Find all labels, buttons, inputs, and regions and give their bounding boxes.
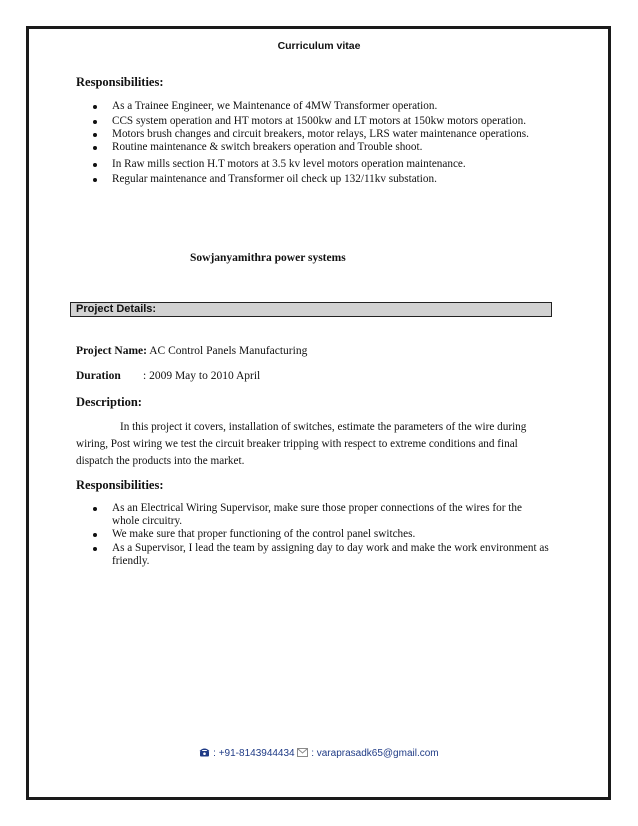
responsibilities-list-2 xyxy=(90,502,580,568)
list-item-line: whole circuitry. xyxy=(112,515,183,527)
responsibilities-heading: Responsibilities: xyxy=(76,75,164,89)
email-address[interactable]: : varaprasadk65@gmail.com xyxy=(311,748,439,760)
project-name-label: Project Name: xyxy=(76,345,147,357)
responsibilities-heading-2: Responsibilities: xyxy=(76,478,164,492)
page-title: Curriculum vitae xyxy=(277,40,361,52)
company-name: Sowjanyamithra power systems xyxy=(190,252,346,264)
description-paragraph xyxy=(76,419,576,470)
list-item xyxy=(90,502,580,528)
list-item: CCS system operation and HT motors at 1500kw and LT motors at 150kw motors operation. xyxy=(90,115,580,128)
list-item-line: friendly. xyxy=(112,555,150,567)
duration-value: : 2009 May to 2010 April xyxy=(143,370,261,382)
responsibilities-list xyxy=(90,100,580,186)
list-item: As a Trainee Engineer, we Maintenance of 4MW Transformer operation. xyxy=(90,100,580,115)
list-item-line: As a Supervisor, I lead the team by assigning day to day work and make the work environment as xyxy=(112,542,549,554)
duration-label: Duration xyxy=(76,370,121,382)
phone-icon xyxy=(199,747,210,760)
list-item: Regular maintenance and Transformer oil check up 132/11kv substation. xyxy=(90,173,580,186)
list-item: In Raw mills section H.T motors at 3.5 kv level motors operation maintenance. xyxy=(90,158,580,173)
description-line: In this project it covers, installation of switches, estimate the parameters of the wire during xyxy=(120,421,527,433)
description-line: wiring, Post wiring we test the circuit breaker tripping with respect to extreme conditions and final xyxy=(76,438,518,450)
project-details-bar: Project Details: xyxy=(70,302,552,317)
list-item: Routine maintenance & switch breakers operation and Trouble shoot. xyxy=(90,141,580,158)
project-name-row xyxy=(76,345,307,357)
description-heading: Description: xyxy=(76,395,142,409)
contact-footer xyxy=(0,747,638,760)
list-item: Motors brush changes and circuit breakers, motor relays, LRS water maintenance operations. xyxy=(90,128,580,141)
phone-number: : +91-8143944434 xyxy=(213,748,295,760)
project-name-value: AC Control Panels Manufacturing xyxy=(149,345,308,357)
list-item xyxy=(90,542,580,568)
list-item xyxy=(90,528,580,542)
envelope-icon xyxy=(297,748,308,760)
description-line: dispatch the products into the market. xyxy=(76,455,245,467)
list-item-line: We make sure that proper functioning of the control panel switches. xyxy=(112,528,416,540)
duration-row xyxy=(76,370,260,382)
list-item-line: As an Electrical Wiring Supervisor, make sure those proper connections of the wires for the xyxy=(112,502,522,514)
